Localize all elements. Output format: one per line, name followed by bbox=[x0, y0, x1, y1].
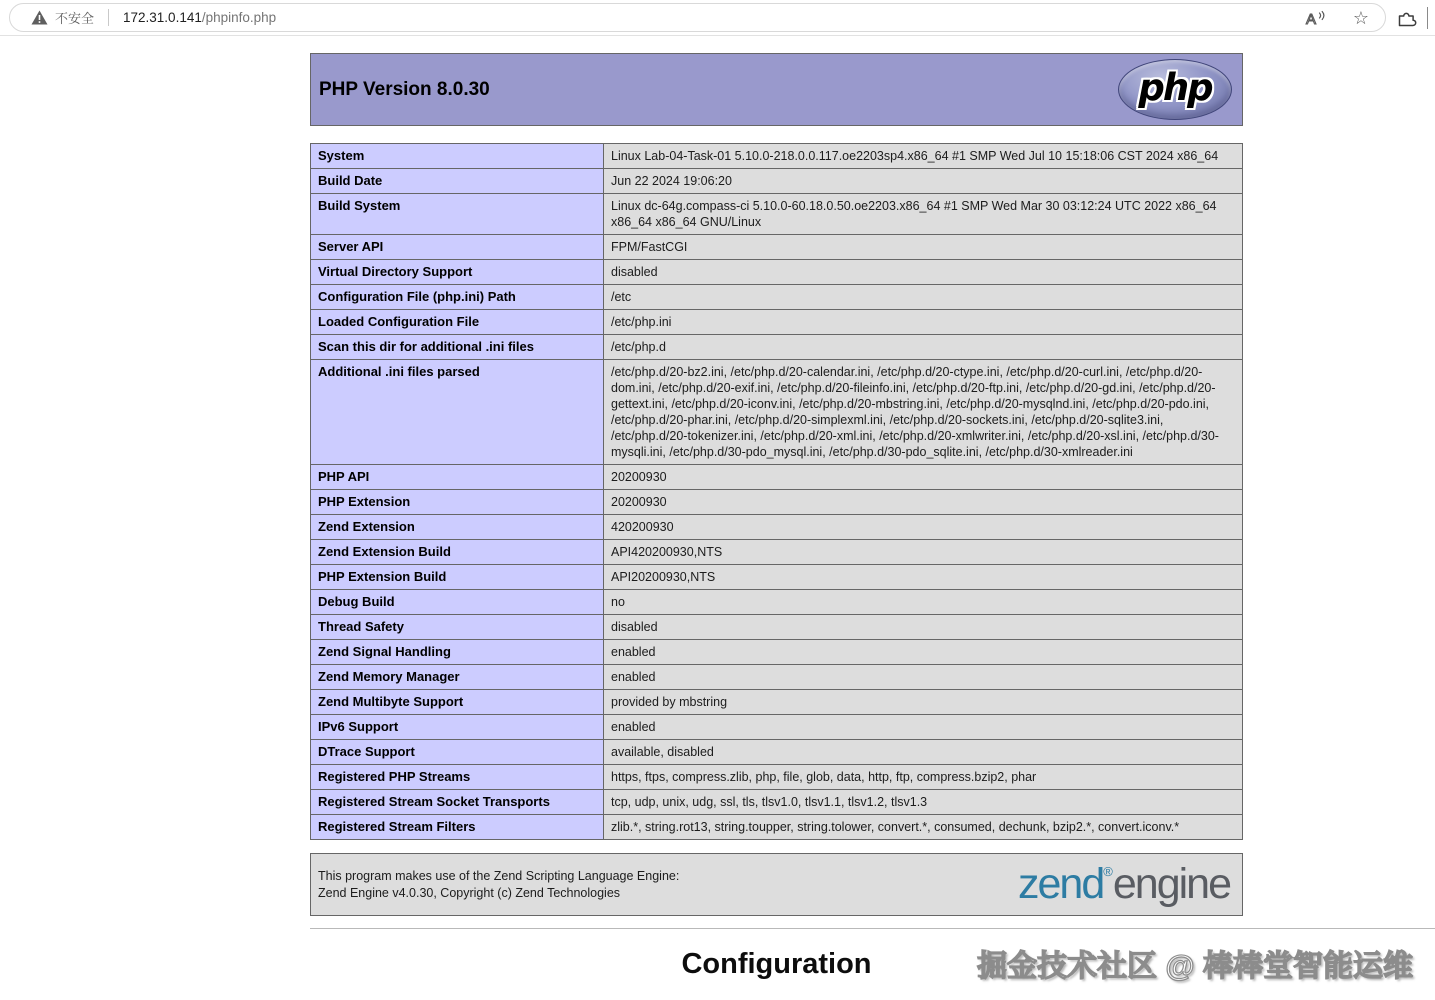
row-value: Linux dc-64g.compass-ci 5.10.0-60.18.0.50.oe2203.x86_64 #1 SMP Wed Mar 30 03:12:24 UTC 2022 x86_64 x86_64 x86_64 GNU/Linux bbox=[604, 194, 1243, 235]
url-host: 172.31.0.141 bbox=[123, 10, 202, 25]
row-value: FPM/FastCGI bbox=[604, 235, 1243, 260]
row-label: Scan this dir for additional .ini files bbox=[311, 335, 604, 360]
php-logo-text: php bbox=[1138, 66, 1212, 109]
row-value: available, disabled bbox=[604, 740, 1243, 765]
row-value: /etc/php.d/20-bz2.ini, /etc/php.d/20-calendar.ini, /etc/php.d/20-ctype.ini, /etc/php.d/20-curl.ini, /etc/php.d/20-dom.ini, /etc/php.d/20-exif.ini, /etc/php.d/20-fileinfo.ini, /etc/php.d/20-ftp.ini, /etc/php.d/20-gd.ini, /etc/php.d/20-gettext.ini, /etc/php.d/20-iconv.ini, /etc/php.d/20-mbstring.ini, /etc/php.d/20-mysqlnd.ini, /etc/php.d/20-pdo.ini, /etc/php.d/20-phar.ini, /etc/php.d/20-simplexml.ini, /etc/php.d/20-sockets.ini, /etc/php.d/20-sqlite3.ini, /etc/php.d/20-tokenizer.ini, /etc/php.d/20-xml.ini, /etc/php.d/20-xmlwriter.ini, /etc/php.d/20-xsl.ini, /etc/php.d/30-mysqli.ini, /etc/php.d/30-pdo_mysql.ini, /etc/php.d/30-pdo_sqlite.ini, /etc/php.d/30-xmlreader.ini bbox=[604, 360, 1243, 465]
svg-text:A: A bbox=[1305, 10, 1316, 27]
row-label: Registered Stream Socket Transports bbox=[311, 790, 604, 815]
table-row bbox=[311, 169, 1243, 194]
zend-engine-box bbox=[310, 853, 1243, 916]
watermark-text: 掘金技术社区 @ 棒棒堂智能运维 bbox=[977, 950, 1413, 983]
address-bar[interactable] bbox=[9, 3, 1386, 32]
table-row bbox=[311, 540, 1243, 565]
table-row bbox=[311, 335, 1243, 360]
url-path: /phpinfo.php bbox=[201, 10, 277, 25]
zend-logo-zend: zend bbox=[1018, 860, 1104, 908]
address-divider bbox=[108, 9, 109, 26]
favorite-star-icon[interactable]: ☆ bbox=[1352, 7, 1369, 28]
row-label: PHP Extension bbox=[311, 490, 604, 515]
row-label: Additional .ini files parsed bbox=[311, 360, 604, 465]
row-value: disabled bbox=[604, 615, 1243, 640]
row-label: Zend Signal Handling bbox=[311, 640, 604, 665]
table-row bbox=[311, 790, 1243, 815]
table-row bbox=[311, 310, 1243, 335]
table-row bbox=[311, 194, 1243, 235]
row-value: 420200930 bbox=[604, 515, 1243, 540]
row-value: 20200930 bbox=[604, 490, 1243, 515]
table-row bbox=[311, 360, 1243, 465]
table-row bbox=[311, 815, 1243, 840]
table-row bbox=[311, 465, 1243, 490]
table-row bbox=[311, 490, 1243, 515]
toolbar-edge-divider bbox=[1427, 7, 1428, 29]
table-row bbox=[311, 235, 1243, 260]
row-value: API20200930,NTS bbox=[604, 565, 1243, 590]
table-row bbox=[311, 590, 1243, 615]
table-row bbox=[311, 690, 1243, 715]
row-value: /etc bbox=[604, 285, 1243, 310]
row-value: provided by mbstring bbox=[604, 690, 1243, 715]
section-divider bbox=[310, 928, 1435, 929]
row-value: API420200930,NTS bbox=[604, 540, 1243, 565]
info-table-body bbox=[311, 144, 1243, 840]
row-label: IPv6 Support bbox=[311, 715, 604, 740]
row-value: disabled bbox=[604, 260, 1243, 285]
row-value: Linux Lab-04-Task-01 5.10.0-218.0.0.117.oe2203sp4.x86_64 #1 SMP Wed Jul 10 15:18:06 CST 2024 x86_64 bbox=[604, 144, 1243, 169]
table-row bbox=[311, 715, 1243, 740]
row-label: System bbox=[311, 144, 604, 169]
row-value: enabled bbox=[604, 715, 1243, 740]
row-label: Build System bbox=[311, 194, 604, 235]
row-label: Build Date bbox=[311, 169, 604, 194]
row-label: Zend Multibyte Support bbox=[311, 690, 604, 715]
configuration-heading: Configuration bbox=[681, 948, 872, 980]
row-value: enabled bbox=[604, 665, 1243, 690]
url-display[interactable] bbox=[123, 10, 276, 25]
row-label: Configuration File (php.ini) Path bbox=[311, 285, 604, 310]
table-row bbox=[311, 740, 1243, 765]
row-label: Thread Safety bbox=[311, 615, 604, 640]
row-label: Zend Memory Manager bbox=[311, 665, 604, 690]
row-label: Server API bbox=[311, 235, 604, 260]
zend-logo-engine: engine bbox=[1112, 860, 1230, 908]
php-version-header bbox=[310, 53, 1243, 126]
read-aloud-icon[interactable] bbox=[1305, 9, 1327, 27]
zend-credit-line1: This program makes use of the Zend Scripting Language Engine: bbox=[318, 868, 680, 883]
table-row bbox=[311, 565, 1243, 590]
row-value: zlib.*, string.rot13, string.toupper, string.tolower, convert.*, consumed, dechunk, bzip2.*, convert.iconv.* bbox=[604, 815, 1243, 840]
zend-credits bbox=[318, 868, 679, 902]
row-label: Virtual Directory Support bbox=[311, 260, 604, 285]
row-value: /etc/php.ini bbox=[604, 310, 1243, 335]
row-value: enabled bbox=[604, 640, 1243, 665]
table-row bbox=[311, 615, 1243, 640]
row-label: Registered PHP Streams bbox=[311, 765, 604, 790]
row-value: Jun 22 2024 19:06:20 bbox=[604, 169, 1243, 194]
page-title: PHP Version 8.0.30 bbox=[319, 78, 490, 100]
phpinfo-table bbox=[310, 143, 1243, 840]
table-row bbox=[311, 640, 1243, 665]
row-label: DTrace Support bbox=[311, 740, 604, 765]
row-value: /etc/php.d bbox=[604, 335, 1243, 360]
row-label: PHP Extension Build bbox=[311, 565, 604, 590]
row-value: https, ftps, compress.zlib, php, file, glob, data, http, ftp, compress.bzip2, phar bbox=[604, 765, 1243, 790]
row-label: PHP API bbox=[311, 465, 604, 490]
table-row bbox=[311, 285, 1243, 310]
zend-credit-line2: Zend Engine v4.0.30, Copyright (c) Zend Technologies bbox=[318, 885, 621, 900]
row-label: Zend Extension Build bbox=[311, 540, 604, 565]
row-value: 20200930 bbox=[604, 465, 1243, 490]
row-label: Zend Extension bbox=[311, 515, 604, 540]
row-label: Debug Build bbox=[311, 590, 604, 615]
table-row bbox=[311, 665, 1243, 690]
php-logo[interactable] bbox=[1118, 59, 1232, 120]
phpinfo-page bbox=[0, 36, 1435, 999]
table-row bbox=[311, 144, 1243, 169]
row-value: no bbox=[604, 590, 1243, 615]
row-label: Loaded Configuration File bbox=[311, 310, 604, 335]
security-status-label[interactable]: 不安全 bbox=[55, 11, 95, 26]
browser-toolbar bbox=[0, 0, 1435, 36]
zend-logo-registered-mark: ® bbox=[1103, 864, 1113, 879]
zend-engine-logo[interactable] bbox=[1018, 860, 1230, 908]
not-secure-warning-icon bbox=[31, 10, 48, 25]
row-label: Registered Stream Filters bbox=[311, 815, 604, 840]
table-row bbox=[311, 260, 1243, 285]
table-row bbox=[311, 765, 1243, 790]
extensions-puzzle-icon[interactable] bbox=[1397, 8, 1417, 28]
row-value: tcp, udp, unix, udg, ssl, tls, tlsv1.0, tlsv1.1, tlsv1.2, tlsv1.3 bbox=[604, 790, 1243, 815]
table-row bbox=[311, 515, 1243, 540]
